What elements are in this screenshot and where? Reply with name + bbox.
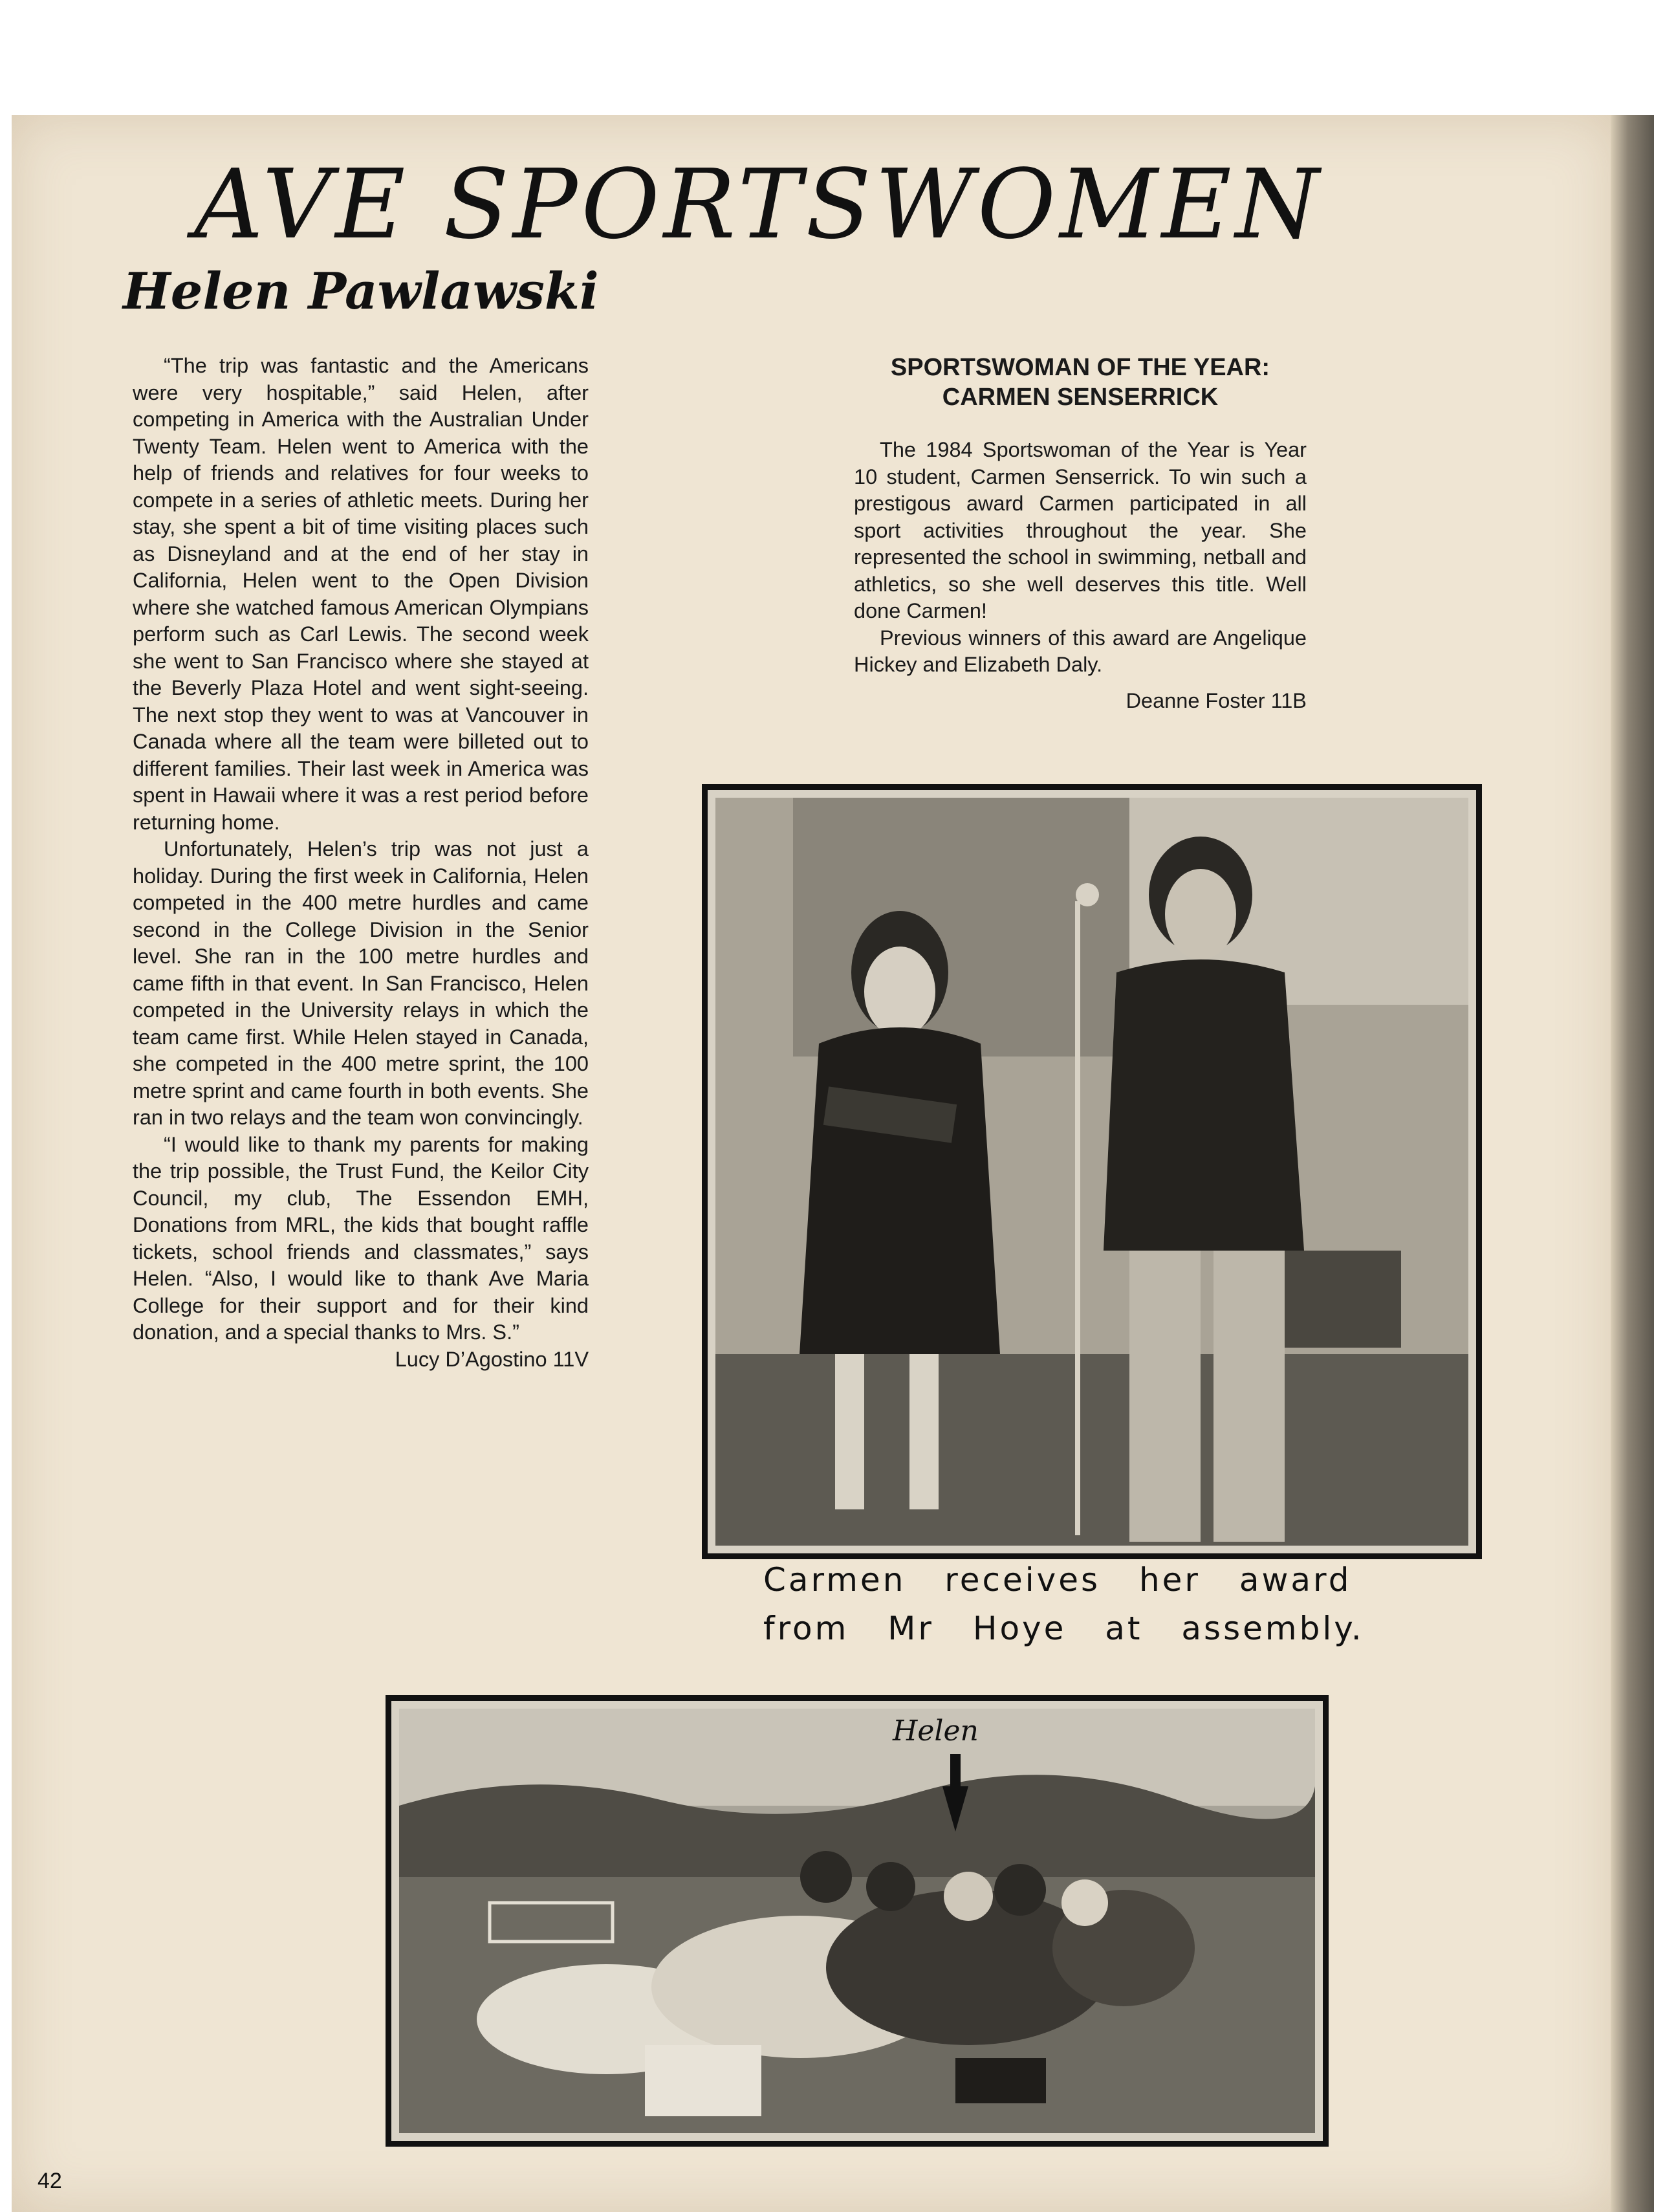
helen-byline: Lucy D’Agostino 11V bbox=[395, 1347, 589, 1371]
carmen-paragraph-2: Previous winners of this award are Angelique Hickey and Elizabeth Daly. bbox=[854, 626, 1307, 676]
award-photo-illustration bbox=[715, 798, 1468, 1546]
helen-heading: Helen Pawlawski bbox=[123, 262, 599, 321]
helen-label: Helen bbox=[893, 1714, 979, 1747]
award-photo-caption bbox=[763, 1556, 1442, 1653]
group-photo-frame bbox=[386, 1695, 1329, 2147]
carmen-article bbox=[854, 353, 1307, 714]
group-photo bbox=[399, 1709, 1315, 2133]
page-number: 42 bbox=[38, 2169, 62, 2193]
group-photo-illustration bbox=[399, 1709, 1315, 2133]
carmen-paragraph-1: The 1984 Sportswoman of the Year is Year 10 student, Carmen Senserrick. To win such a prestigous award Carmen participated in all sport activities throughout the year. She represented the school in swimming, netball and athletics, so she well deserves this title. Well done Carmen! bbox=[854, 438, 1307, 622]
book-spine bbox=[1611, 115, 1654, 2212]
caption-line-2: from Mr Hoye at assembly. bbox=[763, 1610, 1364, 1647]
carmen-heading: SPORTSWOMAN OF THE YEAR: CARMEN SENSERRICK bbox=[890, 354, 1270, 411]
award-photo bbox=[715, 798, 1468, 1546]
helen-paragraph-1: “The trip was fantastic and the Americans were very hospitable,” said Helen, after competing in America with the Australian Under Twenty Team. Helen went to America with the help of friends and relatives for four weeks to compete in a series of athletic meets. During her stay, she spent a bit of time visiting places such as Disneyland and at the end of her stay in California, Helen went to the Open Division where she watched famous American Olympians perform such as Carl Lewis. The second week she went to San Francisco where she stayed at the Beverly Plaza Hotel and went sight-seeing. The next stop they went to was at Vancouver in Canada where all the team were billeted out to different families. Their last week in America was spent in Hawaii where it was a rest period before returning home. bbox=[133, 354, 589, 834]
helen-article bbox=[133, 353, 589, 1373]
helen-paragraph-2: Unfortunately, Helen’s trip was not just a holiday. During the first week in California, Helen competed in the 400 metre hurdles and came second in the College Division in the Senior level. She ran in the 100 metre hurdles and came fifth in that event. In San Francisco, Helen competed in the University relays in which the team came first. While Helen stayed in Canada, she competed in the 400 metre sprint, the 100 metre sprint and came fourth in both events. She ran in two relays and the team won convincingly. bbox=[133, 837, 589, 1129]
carmen-byline: Deanne Foster 11B bbox=[1126, 688, 1307, 712]
award-photo-frame bbox=[702, 784, 1482, 1559]
page-title: AVE SPORTSWOMEN bbox=[194, 149, 1323, 260]
caption-line-1: Carmen receives her award bbox=[763, 1561, 1352, 1599]
helen-paragraph-3: “I would like to thank my parents for making the trip possible, the Trust Fund, the Keilor City Council, my club, The Essendon EMH, Donations from MRL, the kids that bought raffle tickets, school friends and classmates,” says Helen. “Also, I would like to thank Ave Maria College for their support and for their kind donation, and a special thanks to Mrs. S.” bbox=[133, 1132, 589, 1344]
